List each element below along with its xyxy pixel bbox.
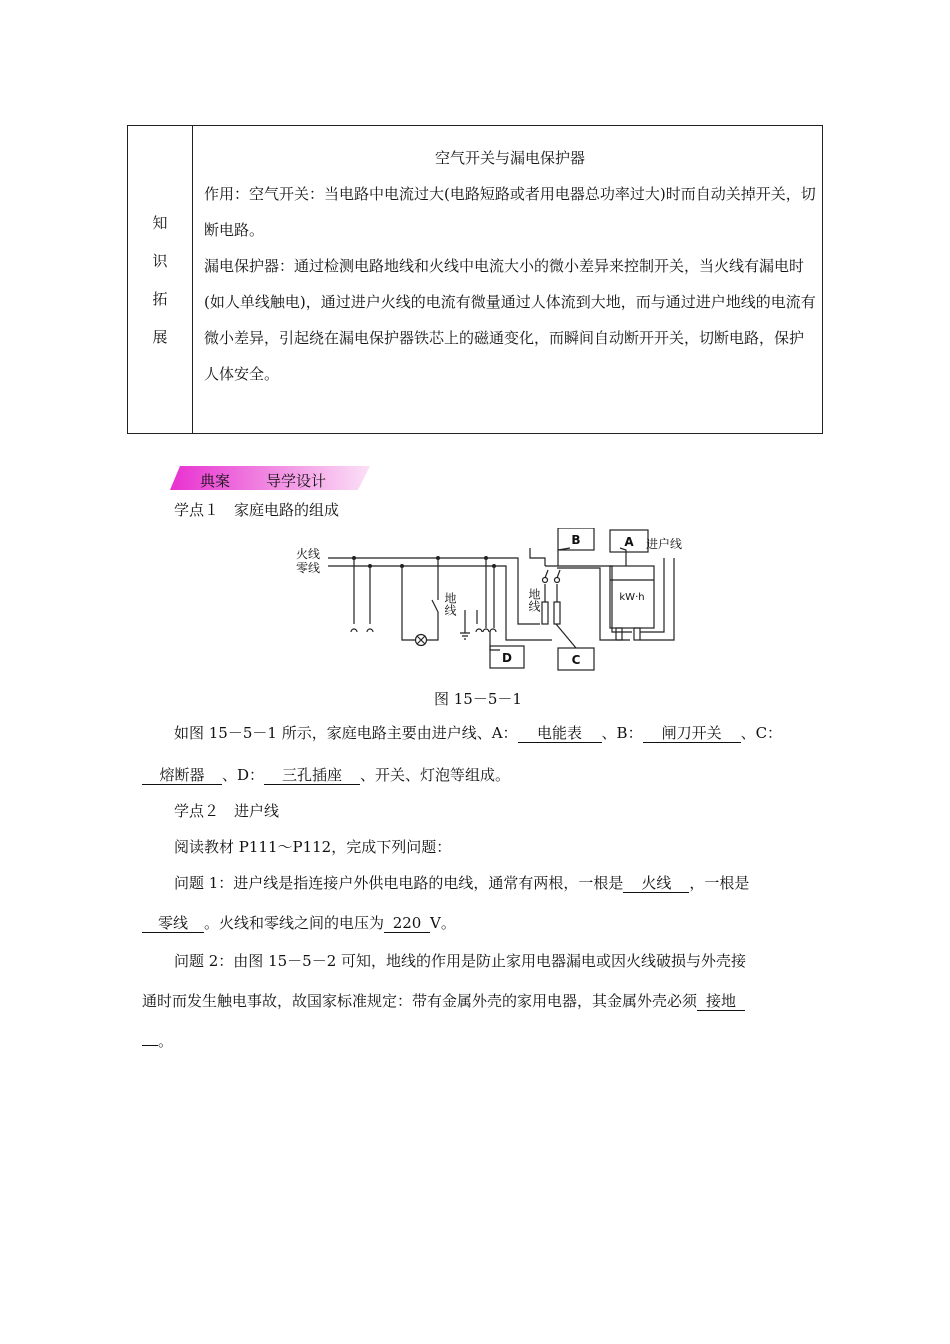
meter-terminal-1 (616, 628, 622, 640)
fuse-2 (554, 602, 560, 624)
junction-dot (352, 556, 356, 560)
switch-blade (432, 600, 438, 612)
question-2-cont (142, 990, 745, 1011)
blank-live-wire: 火线 (623, 874, 689, 893)
switch-upper-wire (530, 548, 545, 566)
blank-tail (142, 1045, 158, 1046)
composition-text: 如图 15－5－1 所示，家庭电路主要由进户线、A： (174, 724, 518, 742)
section2-heading: 学点２ 进户线 (174, 802, 280, 820)
section1-heading: 学点１ 家庭电路的组成 (174, 501, 340, 519)
knowledge-title: 空气开关与漏电保护器 (434, 149, 585, 167)
incoming-line-label: 进户线 (646, 537, 683, 551)
fuse-1 (542, 602, 548, 624)
composition-question-cont (142, 764, 510, 785)
table-divider (192, 126, 193, 433)
junction-dot (400, 564, 404, 568)
question-1-text: V。 (430, 914, 456, 932)
composition-question (174, 722, 782, 743)
blank-neutral-wire: 零线 (142, 914, 204, 933)
section-banner (170, 466, 370, 490)
banner-text-1: 典案 (200, 472, 231, 490)
blank-grounding: 接地 (697, 992, 745, 1011)
live-wire-label: 火线 (296, 547, 321, 561)
ground-label-2: 地线 (527, 588, 541, 612)
junction-dot (484, 556, 488, 560)
household-circuit-diagram (290, 528, 690, 673)
meter-in-wire-2 (557, 568, 630, 640)
socket-pin-2 (367, 629, 373, 632)
question-2-text: 。 (158, 1032, 174, 1050)
ground-line (465, 610, 477, 624)
leakage-protector-paragraph: 漏电保护器：通过检测电路地线和火线中电流大小的微小差异来控制开关，当火线有漏电时(如人单线触电)，通过进户火线的电流有微量通过人体流到大地，而与通过进户地线的电流有微小差异，引起绕在漏电保护器铁芯上的磁通变化，而瞬间自动断开开关，切断电路，保护人体安全。 (204, 257, 816, 383)
junction-dot (368, 564, 372, 568)
lamp-cross (417, 636, 425, 644)
box-a-label: A (624, 535, 634, 549)
question-1-text: 。火线和零线之间的电压为 (204, 914, 385, 932)
banner-text-2: 导学设计 (266, 472, 327, 490)
question-1-text: ，一根是 (689, 874, 750, 892)
junction-dot (492, 564, 496, 568)
switch-contact-1 (543, 578, 548, 583)
composition-text: 、B： (601, 724, 643, 742)
ground-symbol (460, 624, 470, 639)
composition-text: 、C： (740, 724, 783, 742)
question-2-text: 通时而发生触电事故，故国家标准规定：带有金属外壳的家用电器，其金属外壳必须 (142, 992, 698, 1010)
blank-a-answer: 电能表 (518, 724, 602, 743)
label-char: 拓 (152, 290, 168, 308)
reading-instruction: 阅读教材 P111～P112，完成下列问题： (174, 838, 452, 856)
knowledge-extension-box (127, 125, 823, 434)
fuse-wires (545, 584, 557, 602)
lamp-neutral-wire (402, 566, 415, 640)
knife-switch-blades (545, 570, 560, 578)
neutral-wire-label: 零线 (296, 561, 321, 575)
air-switch-paragraph: 作用：空气开关：当电路中电流过大(电路短路或者用电器总功率过大)时而自动关掉开关，切断电路。 (204, 185, 816, 239)
live-wire (328, 558, 540, 624)
question-1 (174, 872, 749, 893)
label-char: 识 (152, 252, 168, 270)
composition-text: 、开关、灯泡等组成。 (360, 766, 511, 784)
junction-dot (436, 556, 440, 560)
question-2-end (142, 1030, 173, 1051)
box-b-connector (558, 548, 570, 566)
three-hole-pins (476, 629, 496, 632)
knowledge-extension-content (204, 140, 816, 392)
question-1-cont (142, 912, 456, 933)
box-d-label: D (502, 651, 512, 665)
ground-label-1: 地线 (443, 592, 457, 616)
blank-d-answer: 三孔插座 (264, 766, 360, 785)
question-2: 问题 2：由图 15－5－2 可知，地线的作用是防止家用电器漏电或因火线破损与外壳接 (174, 952, 747, 970)
blank-voltage: 220 (384, 914, 430, 933)
meter-label: kW·h (619, 592, 645, 603)
box-c-connector (556, 624, 576, 648)
label-char: 展 (152, 328, 168, 346)
socket-pin-1 (351, 629, 357, 632)
question-1-text: 问题 1：进户线是指连接户外供电电路的电线，通常有两根，一根是 (174, 874, 624, 892)
meter-terminal-2 (634, 628, 640, 640)
box-b-label: B (571, 533, 581, 547)
box-a-connector (620, 548, 626, 566)
knowledge-extension-label (128, 204, 192, 356)
blank-c-answer: 熔断器 (142, 766, 222, 785)
lamp-wire (427, 612, 438, 640)
label-char: 知 (152, 214, 168, 232)
box-d-connector (490, 632, 500, 650)
box-c-label: C (571, 653, 581, 667)
blank-b-answer: 闸刀开关 (643, 724, 741, 743)
composition-text: 、D： (222, 766, 265, 784)
switch-contact-2 (555, 578, 560, 583)
figure-caption: 图 15－5－1 (434, 690, 522, 708)
